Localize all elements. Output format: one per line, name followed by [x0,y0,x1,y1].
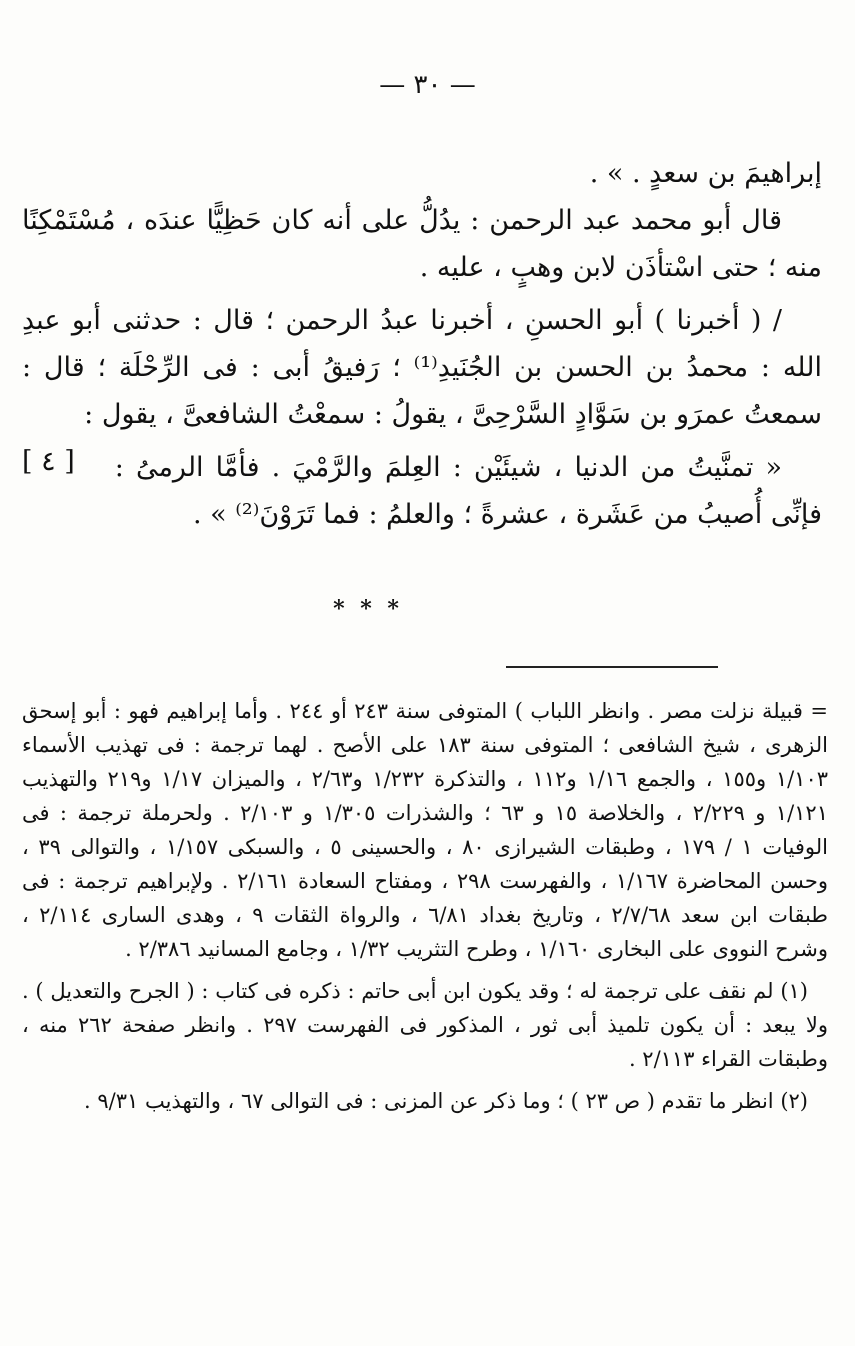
paragraph-2: قال أبو محمد عبد الرحمن : يدُلُّ على أنه كان حَظِيًّا عندَه ، مُسْتَمْكِنًا منه ؛ حتى اسْتأذَن لابن وهبٍ ، عليه . [22,205,822,283]
footnote-1: (١) لم نقف على ترجمة له ؛ وقد يكون ابن أبى حاتم : ذكره فى كتاب : ( الجرح والتعديل ) . ولا يبعد : أن يكون تلميذ أبى ثور ، المذكور فى الفهرست ٢٩٧ . وانظر صفحة ٢٦٢ منه ، وطبقات القراء ٢/١١٣ . [22,979,828,1071]
paragraph-3 [22,297,822,477]
paragraph-1: إبراهيمَ بن سعدٍ . » . [589,158,822,189]
footnote-rule [506,666,718,668]
main-text [22,150,822,538]
footnote-continuation: = قبيلة نزلت مصر . وانظر اللباب ) المتوفى سنة ٢٤٣ أو ٢٤٤ . وأما إبراهيم فهو : أبو إسحق الزهرى ، شيخ الشافعى ؛ المتوفى سنة ١٨٣ على الأصح . لهما ترجمة : فى تهذيب الأسماء ١/١٠٣ و١٥٥ ، والجمع ١/١٦ و١١٢ ، والتذكرة ١/٢٣٢ و٢/٦٣ ، والميزان ١/١٧ و٢١٩ والتهذيب ١/١٢١ و ٢/٢٢٩ ، والخلاصة ١٥ و ٦٣ ؛ والشذرات ١/٣٠٥ و ٢/١٠٣ . ولحرملة ترجمة : فى الوفيات ١ / ١٧٩ ، وطبقات الشيرازى ٨٠ ، والحسينى ٥ ، والسبكى ١/١٥٧ ، والتوالى ٣٩ ، وحسن المحاضرة ١/١٦٧ ، والفهرست ٢٩٨ ، ومفتاح السعادة ٢/١٦١ . ولإبراهيم ترجمة : فى طبقات ابن سعد ٢/٧/٦٨ ، وتاريخ بغداد ٦/٨١ ، والرواة الثقات ٩ ، وهدى السارى ٢/١١٤ ، وشرح النووى على البخارى ١/١٦٠ ، وطرح التثريب ١/٣٢ ، وجامع المسانيد ٢/٣٨٦ . [22,699,829,961]
footnotes [22,694,828,1118]
folio-marker: / [772,305,782,336]
footnote-2: (٢) انظر ما تقدم ( ص ٢٣ ) ؛ وما ذكر عن المزنى : فى التوالى ٦٧ ، والتهذيب ٩/٣١ . [84,1089,808,1113]
section-separator: * * * [333,596,403,622]
folio-number: [ ٤ ] [22,446,75,477]
paragraph-3-text: ( أخبرنا ) أبو الحسنِ ، أخبرنا عبدُ الرحمن ؛ قال : حدثنى أبو عبدِ الله : محمدُ بن الحسن بن الجُنَيدِ⁽¹⁾ ؛ رَفيقُ أبى : فى الرِّحْلَة ؛ قال : سمعتُ عمرَو بن سَوَّادٍ السَّرْحِىَّ ، يقولُ : سمعْتُ الشافعىَّ ، يقول : [22,305,822,430]
page-number: — ٣٠ — [379,70,476,100]
paragraph-4: « تمنَّيتُ من الدنيا ، شيئَيْن : العِلمَ والرَّمْيَ . فأمَّا الرمىُ : فإنِّى أُصيبُ من عَشَرة ، عشرةً ؛ والعلمُ : فما تَرَوْنَ⁽²⁾ » . [114,452,822,530]
